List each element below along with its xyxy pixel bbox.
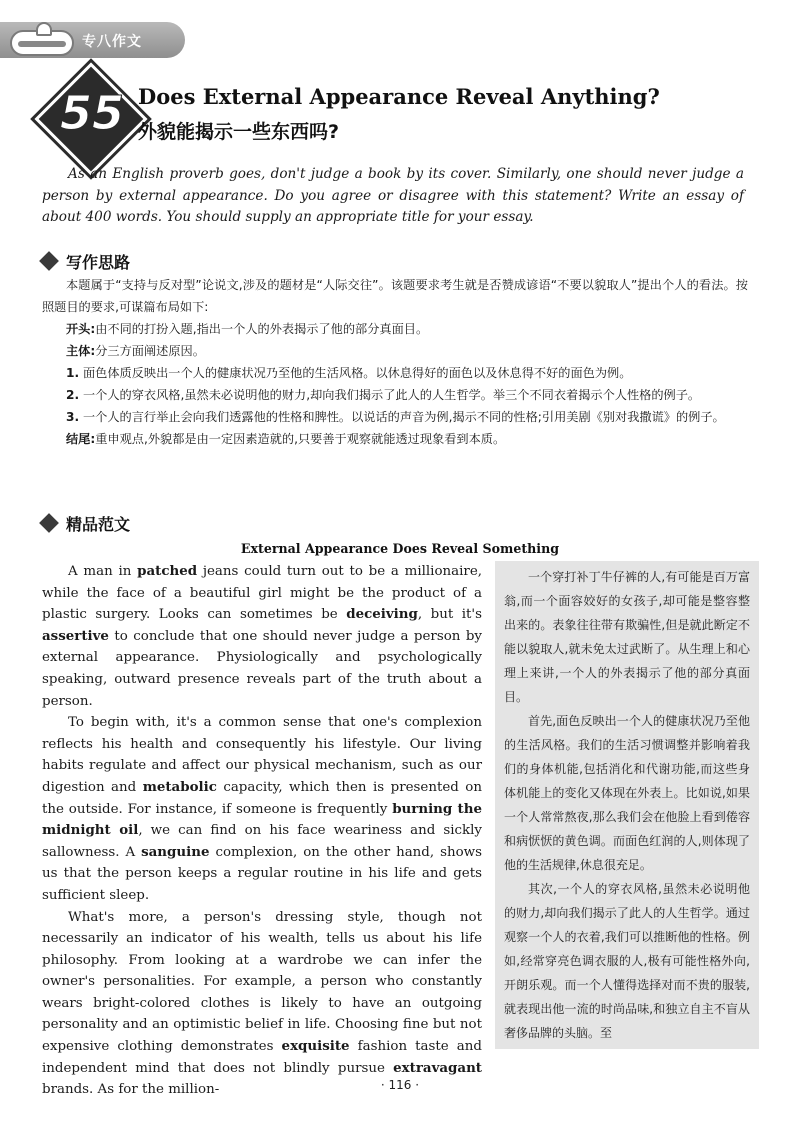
essay-paragraph-3: What's more, a person's dressing style, though not necessarily an indicator of his wealth, tells us about his life philosophy. From looking at a wardrobe we can infer the owner's personalities. For example, a person who constantly wears bright-colored clothes is likely to have an outgoing personality and an optimistic belief in life. Choosing fine but not expensive clothing demonstrates exquisite fashion taste and independent mind that does not blindly pursue extravagant brands. As for the million- (42, 909, 482, 1098)
section-heading-sample: 精品范文 (38, 512, 130, 534)
thinking-ending: 结尾:重申观点,外貌都是由一定因素造就的,只要善于观察就能透过现象看到本质。 (66, 432, 506, 446)
thinking-intro: 本题属于“支持与反对型”论说文,涉及的题材是“人际交往”。该题要求考生就是否赞成谚语“不要以貌取人”提出个人的看法。按照题目的要求,可谋篇布局如下: (42, 278, 748, 314)
translation-sidebar (495, 561, 759, 1049)
translation-paragraph-2: 首先,面色反映出一个人的健康状况乃至他的生活风格。我们的生活习惯调整并影响着我们的身体机能,包括消化和代谢功能,而这些身体机能上的变化又体现在外表上。比如说,如果一个人常常熬夜,那么我们会在他脸上看到倦容和病恹恹的黄色调。而面色红润的人,则体现了他的生活规律,休息很充足。 (504, 714, 750, 872)
page-number: · 116 · (380, 1078, 420, 1092)
topic-number: 55 (59, 86, 124, 140)
essay-title: External Appearance Does Reveal Something (240, 541, 560, 556)
section-heading-thinking: 写作思路 (38, 250, 130, 272)
series-label: 专八作文 (82, 34, 142, 50)
essay-prompt: As an English proverb goes, don't judge a book by its cover. Similarly, one should never judge a person by external appearance. Do you agree or disagree with this statement? Write an essay of about 400 words. You should supply an appropriate title for your essay. (42, 166, 744, 225)
thinking-opening: 开头:由不同的打扮入题,指出一个人的外表揭示了他的部分真面目。 (66, 322, 429, 336)
thinking-body: 主体:分三方面阐述原因。 (66, 344, 205, 358)
essay-paragraph-1: A man in patched jeans could turn out to be a millionaire, while the face of a beautiful girl might be the product of a plastic surgery. Looks can sometimes be deceiving, but it's assertive to conclude that one should never judge a person by external appearance. Physiologically and psychologically speaking, outward presence reveals part of the truth about a person. (42, 563, 483, 709)
translation-paragraph-3: 其次,一个人的穿衣风格,虽然未必说明他的财力,却向我们揭示了此人的人生哲学。通过观察一个人的衣着,我们可以推断他的性格。例如,经常穿亮色调衣服的人,极有可能性格外向,开朗乐观。而一个人懂得选择对而不贵的服装,就表现出他一流的时尚品味,和独立自主不盲从奢侈品牌的头脑。至 (504, 882, 750, 1040)
thinking-point-2: 2. 一个人的穿衣风格,虽然未必说明他的财力,却向我们揭示了此人的人生哲学。举三个不同衣着揭示个人性格的例子。 (66, 388, 701, 402)
thinking-point-1: 1. 面色体质反映出一个人的健康状况乃至他的生活风格。以休息得好的面色以及休息得不好的面色为例。 (66, 366, 632, 380)
thinking-block (42, 274, 748, 450)
title-english: Does External Appearance Reveal Anything? (138, 84, 660, 109)
translation-paragraph-1: 一个穿打补丁牛仔裤的人,有可能是百万富翁,而一个面容姣好的女孩子,却可能是整容整出来的。表象往往带有欺骗性,但是就此断定不能以貌取人,就未免太过武断了。从生理上和心理上来讲,一个人的外表揭示了他的部分真面目。 (504, 570, 750, 704)
book-logo-icon (10, 30, 74, 56)
essay-paragraph-2: To begin with, it's a common sense that one's complexion reflects his health and consequently his lifestyle. Our living habits regulate and affect our physical mechanism, such as our digestion and metabolic capacity, which then is presented on the outside. For instance, if someone is frequently burning the midnight oil, we can find on his face weariness and sickly sallowness. A sanguine complexion, on the other hand, shows us that the person keeps a regular routine in his life and gets sufficient sleep. (42, 715, 482, 903)
thinking-point-3: 3. 一个人的言行举止会向我们透露他的性格和脾性。以说话的声音为例,揭示不同的性格;引用美剧《别对我撒谎》的例子。 (66, 410, 725, 424)
essay-body (42, 561, 482, 1101)
diamond-bullet-icon (39, 251, 59, 271)
title-chinese: 外貌能揭示一些东西吗? (138, 121, 340, 143)
diamond-bullet-icon (39, 513, 59, 533)
